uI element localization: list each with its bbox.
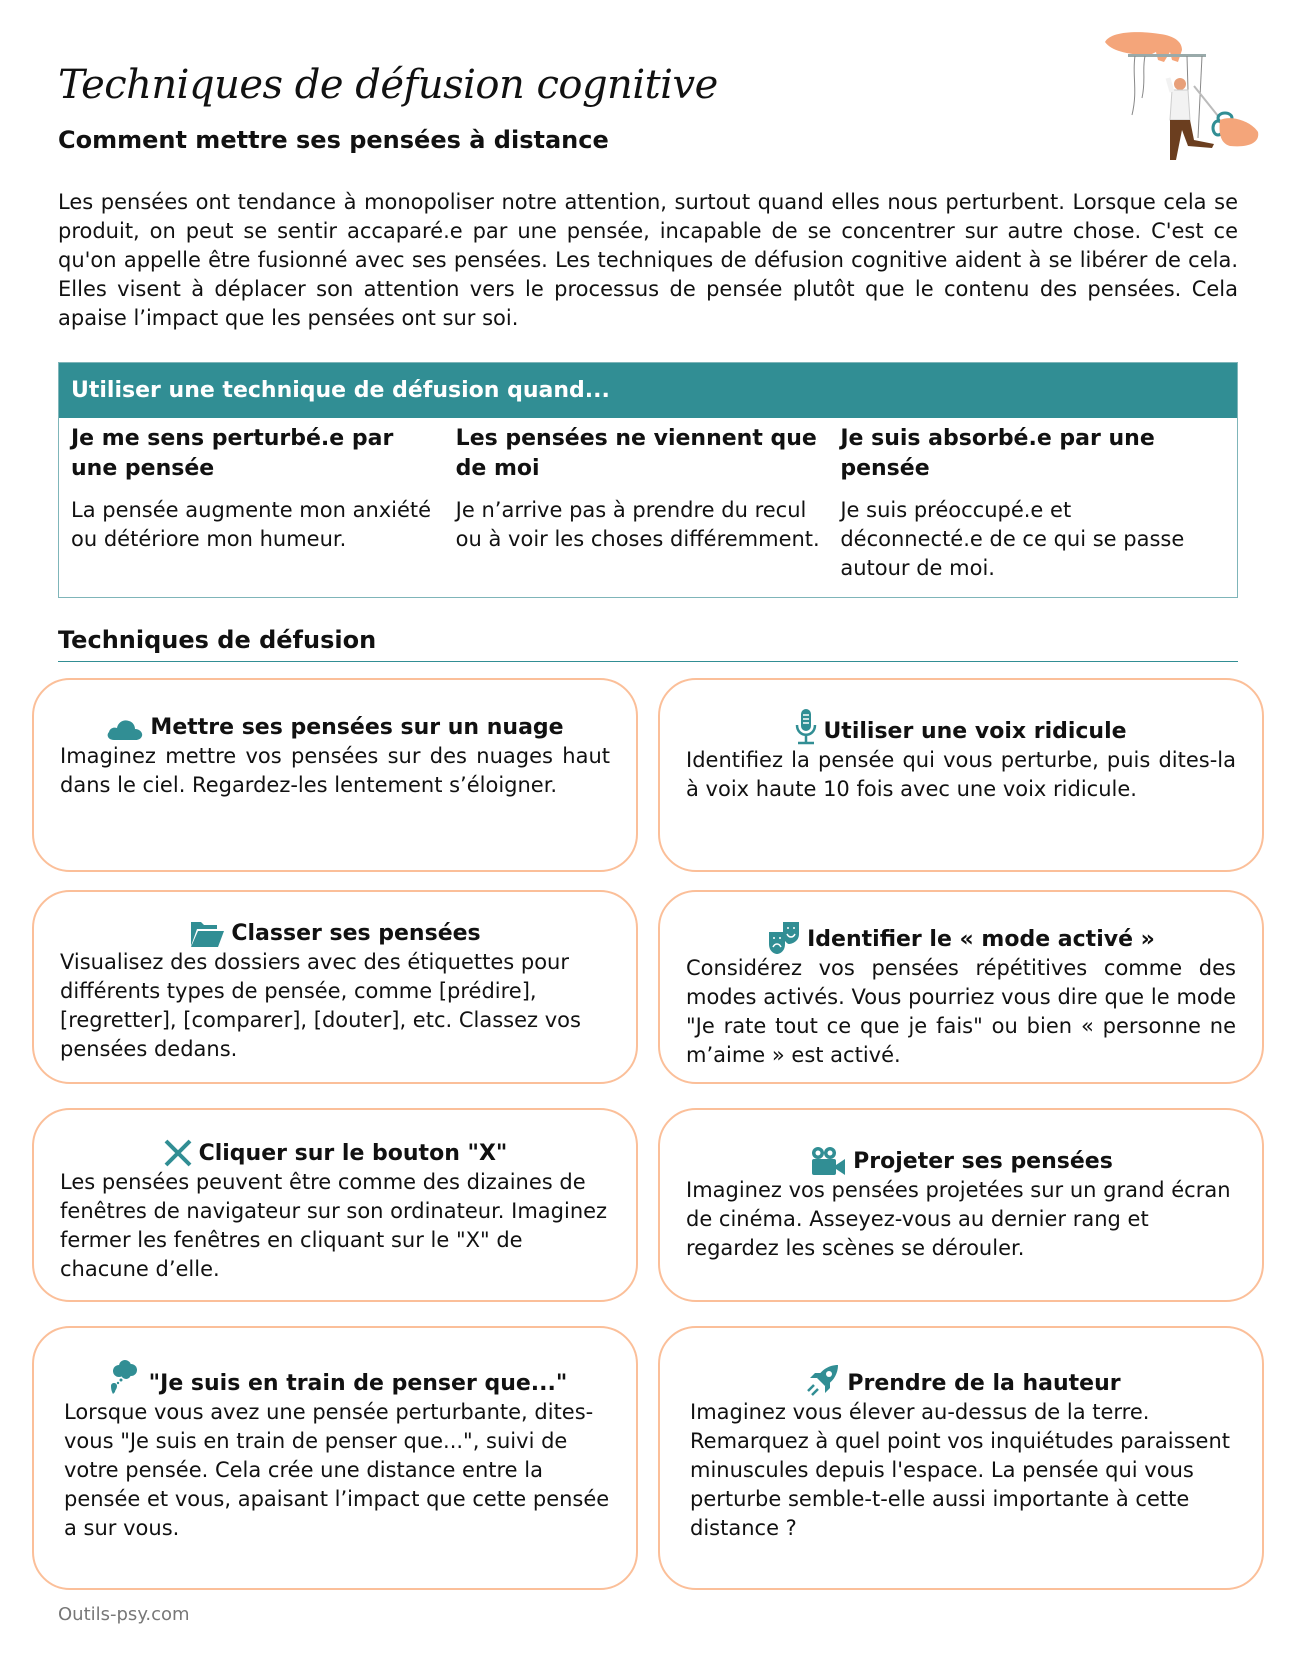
technique-title: Projeter ses pensées — [853, 1149, 1113, 1174]
puppet-illustration — [1090, 20, 1260, 168]
technique-text: Lorsque vous avez une pensée perturbante, dites-vous "Je suis en train de penser que...", suivi de votre pensée. Cela crée une distance entre la pensée et vous, apaisant l’impact que cette pensée a sur vous. — [64, 1400, 610, 1540]
technique-text: Imaginez vous élever au-dessus de la terre. Remarquez à quel point vos inquiétudes paraissent minuscules depuis l'espace. La pensée qui vous perturbe semble-t-elle aussi importante à cette distance ? — [690, 1400, 1230, 1540]
technique-text: Visualisez des dossiers avec des étiquettes pour différents types de pensée, comme [prédire], [regretter], [comparer], [douter], etc. Classez vos pensées dedans. — [60, 950, 581, 1061]
when-column-title: Je suis absorbé.e par une pensée — [840, 426, 1155, 481]
technique-title: Mettre ses pensées sur un nuage — [150, 715, 564, 740]
technique-text: Identifiez la pensée qui vous perturbe, puis dites-la à voix haute 10 fois avec une voix ridicule. — [686, 748, 1236, 801]
when-column — [71, 418, 456, 583]
folder-icon — [189, 920, 225, 948]
when-column-text: La pensée augmente mon anxiété ou détériore mon humeur. — [71, 498, 432, 551]
when-column-text: Je suis préoccupé.e et déconnecté.e de ce qui se passe autour de moi. — [840, 498, 1185, 580]
technique-card-cloud — [32, 678, 638, 872]
technique-card-project — [658, 1108, 1264, 1302]
when-column-title: Je me sens perturbé.e par une pensée — [71, 426, 394, 481]
technique-title: Prendre de la hauteur — [847, 1371, 1121, 1396]
page-title: Techniques de défusion cognitive — [58, 62, 718, 108]
when-column-text: Je n’arrive pas à prendre du recul ou à voir les choses différemment. — [455, 498, 820, 551]
technique-title: Utiliser une voix ridicule — [823, 719, 1127, 744]
page-subtitle: Comment mettre ses pensées à distance — [58, 126, 609, 154]
technique-card-mode — [658, 890, 1264, 1084]
technique-title: Classer ses pensées — [231, 921, 481, 946]
when-to-use-box — [58, 362, 1238, 598]
technique-text: Imaginez vos pensées projetées sur un grand écran de cinéma. Asseyez-vous au dernier rang et regardez les scènes se dérouler. — [686, 1178, 1231, 1260]
techniques-section-title: Techniques de défusion — [58, 626, 377, 654]
technique-title: "Je suis en train de penser que..." — [148, 1371, 568, 1396]
technique-card-rise — [658, 1326, 1264, 1590]
cloud-icon — [106, 718, 144, 742]
technique-title: Identifier le « mode activé » — [807, 927, 1155, 952]
when-column — [840, 418, 1225, 583]
technique-text: Imaginez mettre vos pensées sur des nuages haut dans le ciel. Regardez-les lentement s’éloigner. — [60, 744, 610, 797]
close-x-icon — [163, 1138, 193, 1168]
when-column — [456, 418, 841, 583]
technique-title: Cliquer sur le bouton "X" — [198, 1141, 508, 1166]
technique-text: Les pensées peuvent être comme des dizaines de fenêtres de navigateur sur son ordinateur. Imaginez fermer les fenêtres en cliquant sur le "X" de chacune d’elle. — [60, 1170, 608, 1281]
movie-camera-icon — [809, 1146, 847, 1176]
technique-card-close — [32, 1108, 638, 1302]
footer-source: Outils-psy.com — [58, 1604, 190, 1625]
intro-paragraph: Les pensées ont tendance à monopoliser notre attention, surtout quand elles nous perturbent. Lorsque cela se produit, on peut se sentir accaparé.e par une pensée, incapable de se concentrer sur autre chose. C'est ce qu'on appelle être fusionné avec ses pensées. Les techniques de défusion cognitive aident à se libérer de cela. Elles visent à déplacer son attention vers le processus de pensée plutôt que le contenu des pensées. Cela apaise l’impact que les pensées ont sur soi. — [58, 190, 1238, 330]
section-divider — [58, 661, 1238, 662]
rocket-icon — [805, 1362, 841, 1398]
theater-masks-icon — [767, 920, 801, 954]
technique-card-thinking — [32, 1326, 638, 1590]
technique-card-folder — [32, 890, 638, 1084]
microphone-icon — [795, 708, 817, 746]
when-column-title: Les pensées ne viennent que de moi — [455, 426, 817, 481]
technique-card-voice — [658, 678, 1264, 872]
when-to-use-heading: Utiliser une technique de défusion quand... — [59, 363, 1237, 418]
thought-bubble-icon — [107, 1358, 143, 1398]
technique-text: Considérez vos pensées répétitives comme des modes activés. Vous pourriez vous dire que le mode "Je rate tout ce que je fais" ou bien « personne ne m’aime » est activé. — [686, 956, 1236, 1067]
